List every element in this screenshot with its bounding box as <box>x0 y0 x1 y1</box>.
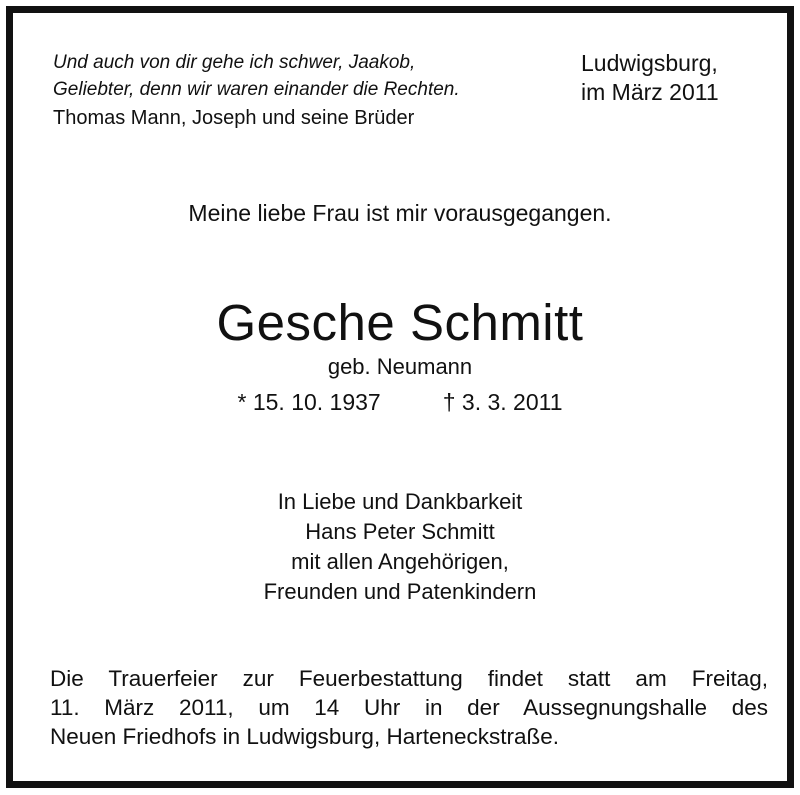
family-line: mit allen Angehörigen, <box>291 549 509 574</box>
epigraph-quote <box>53 49 553 134</box>
birth-date: * 15. 10. 1937 <box>237 389 381 415</box>
quote-line: Und auch von dir gehe ich schwer, Jaakob, <box>53 52 416 73</box>
family-line: Freunden und Patenkindern <box>263 579 537 604</box>
quote-line: Geliebter, denn wir waren einander die Rechten. <box>53 79 460 100</box>
notice-line: 11. März 2011, um 14 Uhr in der Aussegnungshalle des <box>50 695 768 720</box>
place-line: Ludwigsburg, <box>581 50 718 76</box>
family-signature <box>13 487 787 607</box>
death-date: † 3. 3. 2011 <box>442 389 563 415</box>
date-line: im März 2011 <box>581 79 719 105</box>
deceased-name: Gesche Schmitt <box>216 294 584 351</box>
obituary-frame <box>6 6 794 788</box>
intro-sentence: Meine liebe Frau ist mir vorausgegangen. <box>188 200 612 226</box>
place-and-date <box>581 49 781 107</box>
life-dates <box>13 386 787 418</box>
family-line: Hans Peter Schmitt <box>305 519 495 544</box>
funeral-notice <box>50 664 768 751</box>
notice-line: Die Trauerfeier zur Feuerbestattung findet statt am Freitag, <box>50 666 768 691</box>
family-line: In Liebe und Dankbarkeit <box>277 489 523 514</box>
maiden-name: geb. Neumann <box>327 354 473 379</box>
quote-source: Thomas Mann, Joseph und seine Brüder <box>53 107 415 129</box>
notice-line: Neuen Friedhofs in Ludwigsburg, Harteneckstraße. <box>50 724 560 749</box>
